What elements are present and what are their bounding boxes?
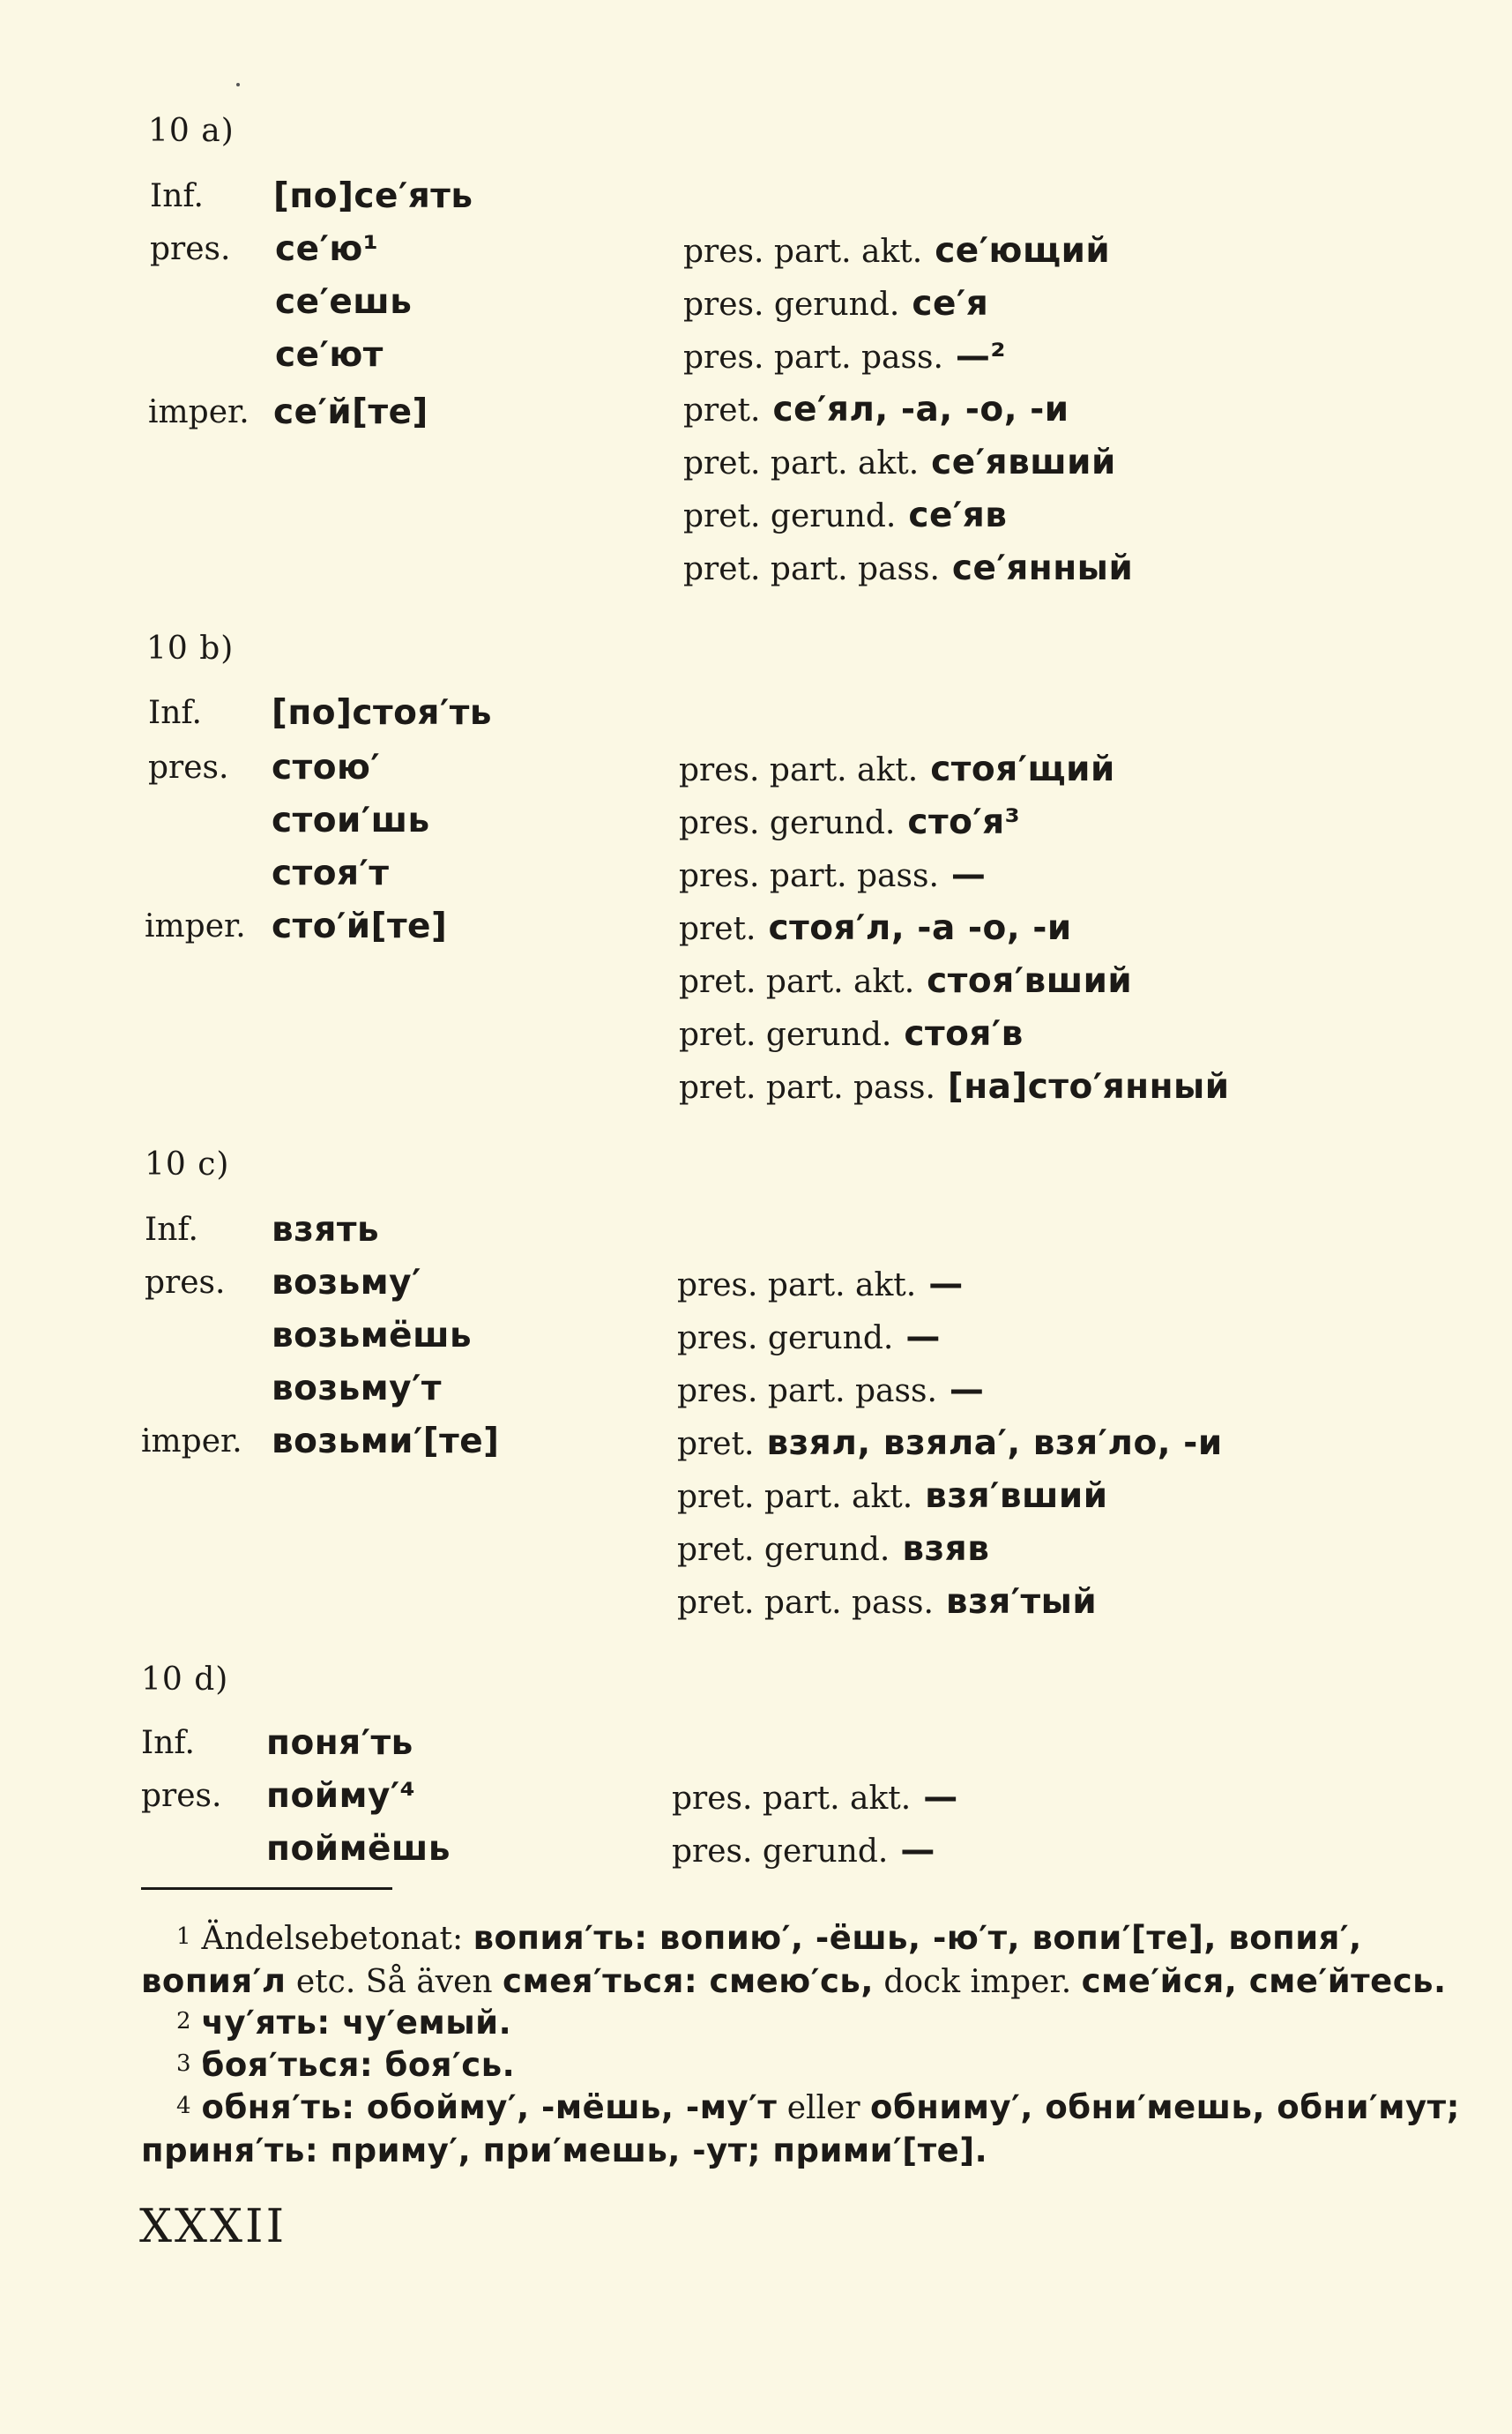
footnote-number: 3 [176,2050,191,2077]
right-entry [677,1318,941,1357]
imper-label: imper. [148,394,250,430]
right-label: pres. gerund. [679,805,896,841]
right-form: се′я [912,284,989,324]
right-entry [679,750,1115,789]
right-label: pres. part. akt. [677,1267,917,1303]
page-number: XXXII [139,2200,287,2253]
pres-label: pres. [148,750,229,786]
right-label: pres. part. akt. [679,752,919,788]
right-entry [679,1014,1024,1054]
right-form: сто′я³ [907,803,1021,842]
right-entry [677,1370,984,1410]
footnote-2 [141,2000,1464,2045]
right-label: pres. part. akt. [672,1781,912,1817]
right-entry [683,337,1006,377]
right-label: pret. part. akt. [683,445,920,482]
imper-label: imper. [141,1423,242,1460]
pres-form-2: поймёшь [266,1829,451,1869]
pres-form-1: пойму′⁴ [266,1776,416,1816]
right-entry [683,284,988,324]
footnote-4 [141,2085,1464,2173]
pres-form-3: стоя′т [272,854,390,893]
right-entry [683,443,1116,482]
right-entry [683,390,1069,429]
footnote-rule [141,1887,392,1890]
section-heading: 10 c) [145,1146,230,1183]
right-label: pres. part. akt. [683,234,923,270]
footnote-cyr: вопия′ть: вопию′, -ёшь, -ю′т, вопи′[те], вопия′, вопия′л [141,1919,1362,2000]
right-entry [677,1265,964,1304]
right-label: pret. part. pass. [679,1070,935,1106]
right-label: pret. gerund. [679,1017,892,1053]
footnote-number: 2 [176,2008,191,2035]
footnote-cyr: чу′ять: чу′емый. [201,2004,512,2042]
footnote-number: 4 [176,2093,191,2119]
right-label: pret. part. akt. [679,964,915,1000]
right-entry [672,1778,958,1818]
right-form: се′ял, -а, -о, -и [772,390,1069,429]
right-form: — [950,855,987,895]
right-form: — [900,1831,935,1870]
right-form: взя′вший [925,1476,1108,1516]
right-entry [677,1529,989,1569]
pres-form-1: стою′ [272,748,381,788]
right-form: стоя′л, -а -о, -и [768,908,1072,948]
right-entry [683,231,1110,271]
inf-form: поня′ть [266,1723,413,1763]
right-entry [677,1582,1097,1622]
footnote-number: 1 [176,1923,191,1950]
right-entry [679,908,1072,948]
inf-form: взять [272,1210,380,1250]
inf-label: Inf. [141,1725,195,1761]
pres-label: pres. [150,231,231,267]
footnote-text: etc. Så även [286,1964,503,2000]
inf-label: Inf. [150,178,204,214]
pres-form-2: се′ешь [275,282,413,322]
right-form: [на]сто′янный [947,1067,1230,1107]
right-entry [677,1423,1223,1463]
footnote-cyr: сме′йся, сме′йтесь. [1081,1962,1447,2000]
inf-form: [по]се′ять [273,176,473,216]
imper-form: се′й[те] [273,392,428,432]
section-heading: 10 d) [141,1661,229,1698]
right-label: pres. gerund. [672,1833,889,1870]
footnote-1 [141,1915,1464,2004]
imper-label: imper. [145,908,246,944]
pres-form-3: се′ют [275,335,384,375]
right-form: се′янный [951,549,1134,588]
ink-speck [236,83,240,86]
inf-label: Inf. [148,695,202,731]
right-form: взял, взяла′, взя′ло, -и [766,1423,1223,1463]
right-form: стоя′вший [927,961,1133,1001]
right-form: —² [955,337,1006,377]
pres-label: pres. [141,1778,222,1814]
right-form: се′яв [908,496,1008,535]
pres-form-3: возьму′т [272,1369,442,1408]
right-label: pret. gerund. [683,498,897,534]
inf-label: Inf. [145,1212,198,1248]
right-label: pret. [677,1426,755,1462]
imper-form: возьми′[те] [272,1422,500,1461]
right-label: pret. part. pass. [683,551,940,587]
footnote-cyr: боя′ться: боя′сь. [201,2046,516,2084]
inf-form: [по]стоя′ть [272,693,492,733]
right-label: pret. gerund. [677,1532,890,1568]
pres-form-2: возьмёшь [272,1316,473,1355]
right-entry [679,1067,1230,1107]
right-entry [683,496,1007,535]
pres-label: pres. [145,1265,226,1301]
footnote-text: eller [777,2090,871,2126]
right-label: pret. [683,392,761,429]
right-form: стоя′щий [930,750,1115,789]
right-entry [677,1476,1108,1516]
right-entry [672,1831,935,1870]
right-form: — [923,1778,958,1818]
footnote-3 [141,2042,1464,2087]
right-form: — [949,1370,985,1410]
right-entry [683,549,1133,588]
right-label: pres. part. pass. [677,1373,937,1409]
right-form: се′ющий [935,231,1111,271]
pres-form-2: стои′шь [272,801,430,840]
right-form: — [905,1318,941,1357]
right-form: — [928,1265,964,1304]
right-label: pret. part. akt. [677,1479,913,1515]
footnote-text: dock imper. [873,1964,1082,2000]
footnote-cyr: обниму′, обни′мешь, обни′мут; приня′ть: приму′, при′мешь, -ут; прими′[те]. [141,2088,1460,2169]
right-entry [679,803,1020,842]
right-label: pres. gerund. [677,1320,894,1356]
section-heading: 10 a) [148,113,235,149]
section-heading: 10 b) [146,631,235,667]
right-form: взяв [902,1529,990,1569]
right-form: стоя′в [904,1014,1024,1054]
right-label: pres. part. pass. [683,340,943,376]
right-form: взя′тый [945,1582,1098,1622]
pres-form-1: возьму′ [272,1263,421,1303]
footnote-cyr: смея′ться: смею′сь, [503,1962,874,2000]
right-form: се′явший [931,443,1116,482]
footnote-cyr: обня′ть: обойму′, -мёшь, -му′т [201,2088,778,2126]
imper-form: сто′й[те] [272,907,448,946]
right-label: pres. gerund. [683,287,900,323]
right-entry [679,961,1132,1001]
footnote-text: Ändelsebetonat: [201,1921,473,1957]
right-label: pret. [679,911,756,947]
right-label: pres. part. pass. [679,858,939,894]
right-entry [679,855,986,895]
pres-form-1: се′ю¹ [275,229,379,269]
right-label: pret. part. pass. [677,1585,934,1621]
